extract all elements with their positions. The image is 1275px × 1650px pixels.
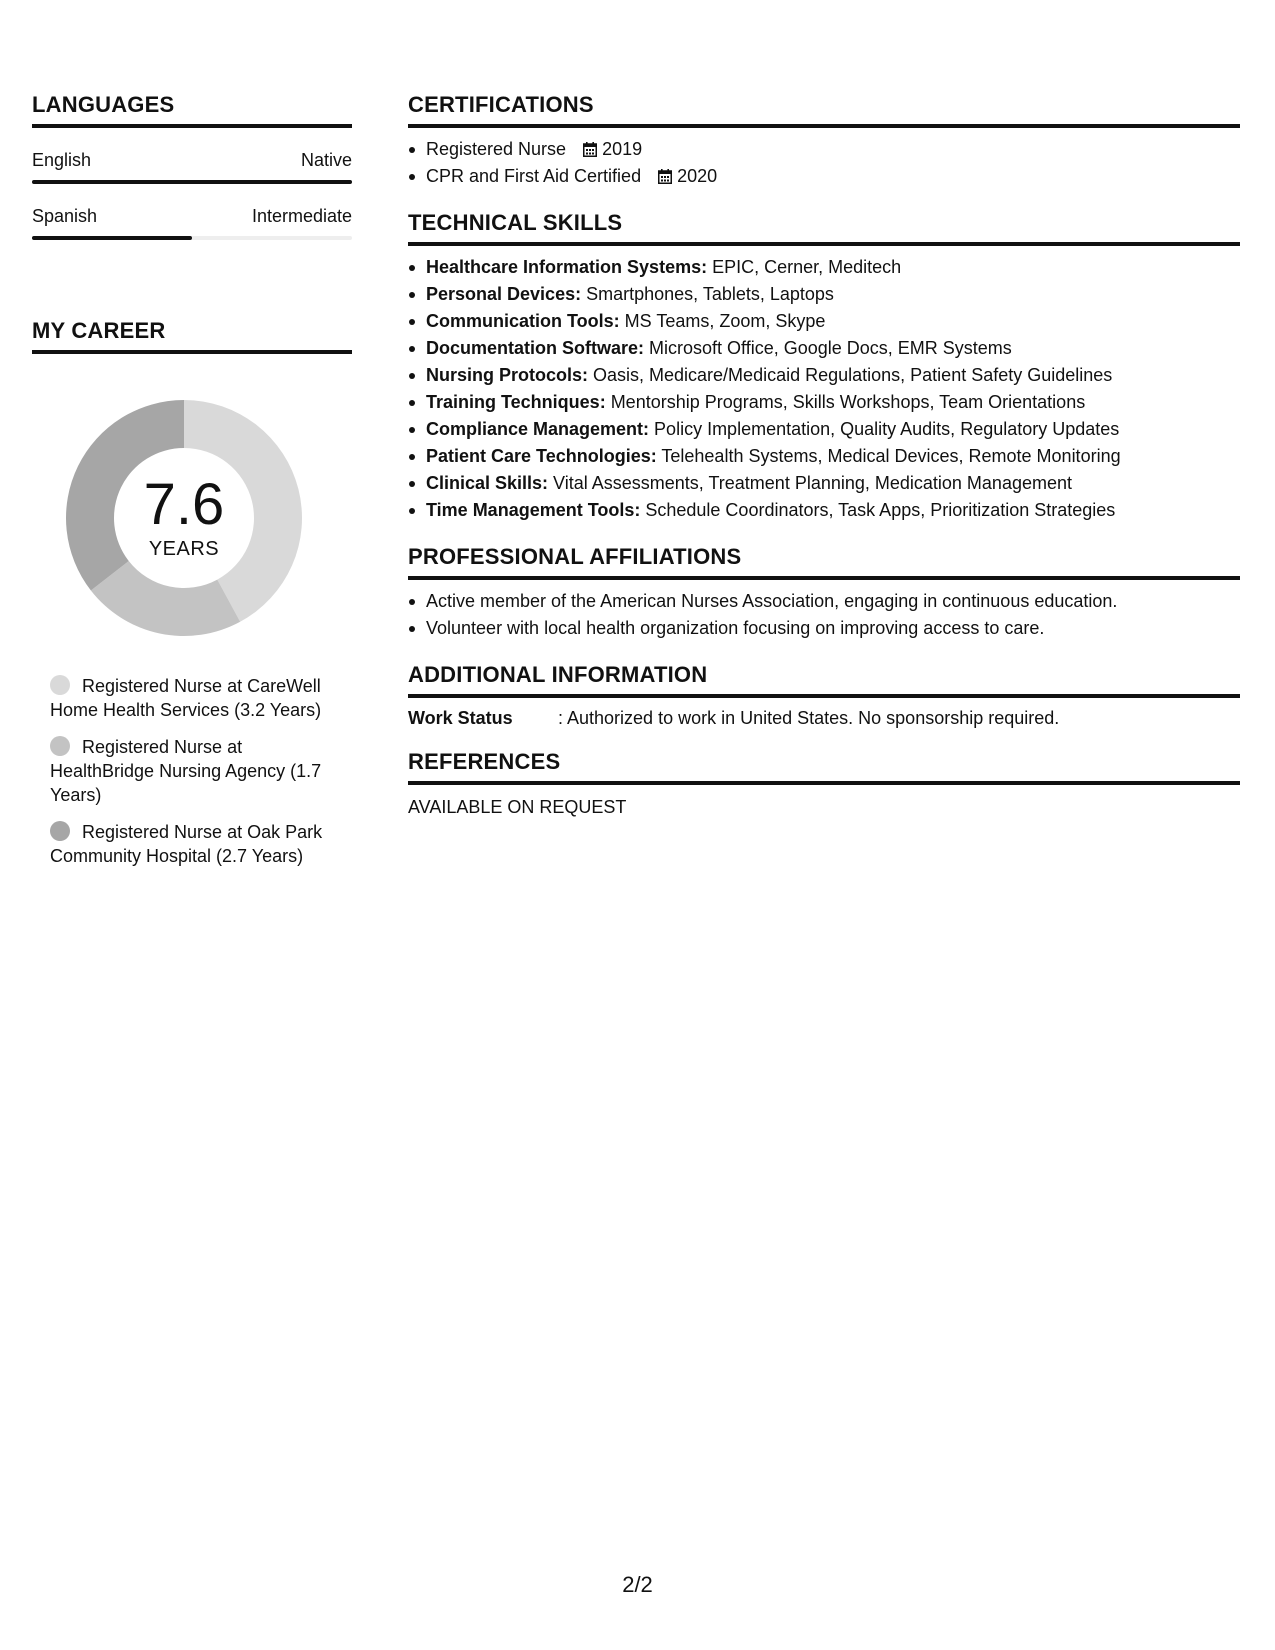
skill-label: Compliance Management: — [426, 419, 650, 439]
affiliation-item: Volunteer with local health organization focusing on improving access to care. — [426, 615, 1240, 642]
certifications-title: CERTIFICATIONS — [408, 92, 1240, 128]
legend-label: Registered Nurse at CareWell Home Health Services (3.2 Years) — [50, 676, 322, 720]
legend-label: Registered Nurse at HealthBridge Nursing Agency (1.7 Years) — [50, 737, 322, 805]
skill-item — [426, 254, 1240, 281]
career-section — [32, 318, 352, 868]
calendar-icon — [658, 169, 672, 184]
skill-label: Nursing Protocols: — [426, 365, 589, 385]
legend-item — [50, 674, 330, 722]
skill-value: Smartphones, Tablets, Laptops — [581, 284, 834, 304]
legend-label: Registered Nurse at Oak Park Community Hospital (2.7 Years) — [50, 822, 323, 866]
skill-label: Clinical Skills: — [426, 473, 549, 493]
additional-info-title: ADDITIONAL INFORMATION — [408, 662, 1240, 698]
career-donut-chart — [54, 388, 314, 648]
skill-label: Healthcare Information Systems: — [426, 257, 708, 277]
affiliations-section — [408, 544, 1240, 642]
skill-item — [426, 362, 1240, 389]
language-level: Intermediate — [251, 206, 352, 226]
skill-item — [426, 308, 1240, 335]
affiliations-list — [408, 588, 1240, 642]
skill-label: Training Techniques: — [426, 392, 606, 412]
work-status-value: : Authorized to work in United States. No sponsorship required. — [558, 708, 1060, 728]
skill-item — [426, 281, 1240, 308]
technical-skills-title: TECHNICAL SKILLS — [408, 210, 1240, 246]
language-row — [32, 150, 352, 171]
certifications-list — [408, 136, 1240, 190]
donut-center — [54, 388, 314, 648]
references-section — [408, 749, 1240, 818]
legend-item — [50, 735, 330, 807]
legend-dot-icon — [50, 821, 70, 841]
skill-label: Patient Care Technologies: — [426, 446, 657, 466]
career-title: MY CAREER — [32, 318, 352, 354]
language-bar-fill — [32, 236, 192, 240]
skill-label: Documentation Software: — [426, 338, 645, 358]
language-name: Spanish — [32, 206, 98, 226]
left-column — [32, 92, 352, 881]
certification-year: 2019 — [602, 139, 643, 159]
skill-item — [426, 470, 1240, 497]
career-total-unit: YEARS — [148, 537, 220, 560]
skill-value: Telehealth Systems, Medical Devices, Remote Monitoring — [656, 446, 1121, 466]
languages-title: LANGUAGES — [32, 92, 352, 128]
additional-info-section — [408, 662, 1240, 729]
work-status-row — [408, 708, 1240, 729]
references-text: AVAILABLE ON REQUEST — [408, 797, 627, 817]
references-title: REFERENCES — [408, 749, 1240, 785]
language-item — [32, 206, 352, 240]
skill-label: Personal Devices: — [426, 284, 582, 304]
language-bar — [32, 236, 352, 240]
language-item — [32, 150, 352, 184]
certification-year: 2020 — [677, 166, 718, 186]
language-name: English — [32, 150, 92, 170]
calendar-icon — [583, 142, 597, 157]
skill-label: Time Management Tools: — [426, 500, 641, 520]
career-legend — [50, 674, 330, 868]
language-bar-fill — [32, 180, 352, 184]
skill-value: Mentorship Programs, Skills Workshops, Team Orientations — [605, 392, 1086, 412]
career-total-value: 7.6 — [143, 471, 225, 537]
skill-value: Policy Implementation, Quality Audits, Regulatory Updates — [649, 419, 1120, 439]
skill-value: Schedule Coordinators, Task Apps, Prioritization Strategies — [640, 500, 1116, 520]
skill-item — [426, 443, 1240, 470]
skill-value: Oasis, Medicare/Medicaid Regulations, Patient Safety Guidelines — [588, 365, 1113, 385]
certification-item — [426, 136, 1240, 163]
language-bar — [32, 180, 352, 184]
skill-item — [426, 497, 1240, 524]
affiliations-title: PROFESSIONAL AFFILIATIONS — [408, 544, 1240, 580]
legend-dot-icon — [50, 736, 70, 756]
skill-value: Microsoft Office, Google Docs, EMR Systems — [644, 338, 1012, 358]
legend-dot-icon — [50, 675, 70, 695]
language-row — [32, 206, 352, 227]
certifications-section — [408, 92, 1240, 190]
technical-skills-section — [408, 210, 1240, 524]
work-status-label: Work Status — [408, 708, 513, 728]
languages-section — [32, 92, 352, 240]
skill-value: MS Teams, Zoom, Skype — [619, 311, 826, 331]
right-column — [408, 92, 1240, 838]
skill-value: EPIC, Cerner, Meditech — [707, 257, 902, 277]
skill-item — [426, 416, 1240, 443]
technical-skills-list — [408, 254, 1240, 524]
skill-value: Vital Assessments, Treatment Planning, Medication Management — [548, 473, 1072, 493]
certification-item — [426, 163, 1240, 190]
page-number: 2/2 — [622, 1572, 653, 1597]
skill-label: Communication Tools: — [426, 311, 620, 331]
skill-item — [426, 389, 1240, 416]
language-list — [32, 150, 352, 240]
affiliation-item: Active member of the American Nurses Association, engaging in continuous education. — [426, 588, 1240, 615]
certification-name: Registered Nurse — [426, 139, 567, 159]
legend-item — [50, 820, 330, 868]
certification-name: CPR and First Aid Certified — [426, 166, 642, 186]
language-level: Native — [300, 150, 352, 170]
skill-item — [426, 335, 1240, 362]
